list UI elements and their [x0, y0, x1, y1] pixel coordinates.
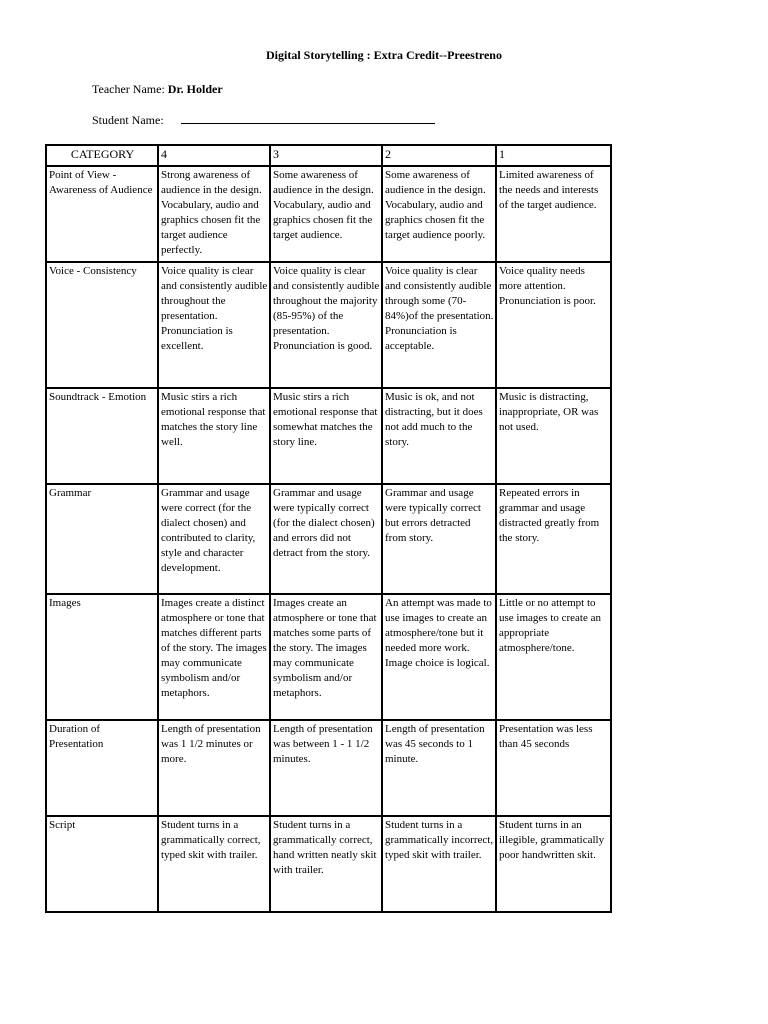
rubric-table — [45, 144, 612, 913]
teacher-name-row — [92, 82, 223, 97]
rubric-cell: Strong awareness of audience in the design. Vocabulary, audio and graphics chosen fit the target audience perfectly. — [158, 166, 270, 262]
rubric-cell: Some awareness of audience in the design. Vocabulary, audio and graphics chosen fit the target audience. — [270, 166, 382, 262]
student-name-row — [92, 112, 435, 128]
header-score-3: 3 — [270, 145, 382, 166]
rubric-cell: Music is distracting, inappropriate, OR was not used. — [496, 388, 611, 484]
rubric-cell: Images create a distinct atmosphere or tone that matches different parts of the story. The images may communicate symbolism and/or metaphors. — [158, 594, 270, 720]
header-score-2: 2 — [382, 145, 496, 166]
rubric-cell: Some awareness of audience in the design. Vocabulary, audio and graphics chosen fit the target audience poorly. — [382, 166, 496, 262]
rubric-cell: Length of presentation was 1 1/2 minutes or more. — [158, 720, 270, 816]
rubric-cell: Limited awareness of the needs and interests of the target audience. — [496, 166, 611, 262]
rubric-cell: Images create an atmosphere or tone that matches some parts of the story. The images may communicate symbolism and/or metaphors. — [270, 594, 382, 720]
table-row — [46, 484, 611, 594]
rubric-cell: Music is ok, and not distracting, but it does not add much to the story. — [382, 388, 496, 484]
rubric-cell: An attempt was made to use images to create an atmosphere/tone but it needed more work. Image choice is logical. — [382, 594, 496, 720]
table-row — [46, 720, 611, 816]
rubric-cell: Presentation was less than 45 seconds — [496, 720, 611, 816]
rubric-cell: Music stirs a rich emotional response that matches the story line well. — [158, 388, 270, 484]
teacher-name-value: Dr. Holder — [167, 82, 223, 96]
rubric-cell: Little or no attempt to use images to create an appropriate atmosphere/tone. — [496, 594, 611, 720]
table-row — [46, 262, 611, 388]
row-category: Point of View - Awareness of Audience — [46, 166, 158, 262]
rubric-cell: Grammar and usage were correct (for the dialect chosen) and contributed to clarity, style and character development. — [158, 484, 270, 594]
table-row — [46, 166, 611, 262]
rubric-cell: Music stirs a rich emotional response that somewhat matches the story line. — [270, 388, 382, 484]
row-category: Script — [46, 816, 158, 912]
page-title: Digital Storytelling : Extra Credit--Preestreno — [266, 48, 502, 62]
header-score-4: 4 — [158, 145, 270, 166]
rubric-cell: Repeated errors in grammar and usage distracted greatly from the story. — [496, 484, 611, 594]
rubric-cell: Student turns in a grammatically correct, hand written neatly skit with trailer. — [270, 816, 382, 912]
rubric-cell: Grammar and usage were typically correct but errors detracted from story. — [382, 484, 496, 594]
rubric-cell: Voice quality is clear and consistently audible through some (70-84%)of the presentation. Pronunciation is acceptable. — [382, 262, 496, 388]
rubric-cell: Grammar and usage were typically correct (for the dialect chosen) and errors did not detract from the story. — [270, 484, 382, 594]
row-category: Grammar — [46, 484, 158, 594]
rubric-cell: Voice quality needs more attention. Pronunciation is poor. — [496, 262, 611, 388]
row-category: Soundtrack - Emotion — [46, 388, 158, 484]
rubric-cell: Voice quality is clear and consistently audible throughout the majority (85-95%) of the presentation. Pronunciation is good. — [270, 262, 382, 388]
student-name-blank-line — [181, 112, 435, 124]
row-category: Voice - Consistency — [46, 262, 158, 388]
rubric-cell: Length of presentation was between 1 - 1 1/2 minutes. — [270, 720, 382, 816]
rubric-cell: Student turns in a grammatically correct, typed skit with trailer. — [158, 816, 270, 912]
header-category: CATEGORY — [46, 145, 158, 166]
teacher-name-label: Teacher Name: — [92, 82, 165, 96]
table-row — [46, 594, 611, 720]
row-category: Duration of Presentation — [46, 720, 158, 816]
rubric-cell: Length of presentation was 45 seconds to 1 minute. — [382, 720, 496, 816]
student-name-label: Student Name: — [92, 113, 164, 127]
rubric-cell: Student turns in an illegible, grammatically poor handwritten skit. — [496, 816, 611, 912]
rubric-cell: Student turns in a grammatically incorrect, typed skit with trailer. — [382, 816, 496, 912]
table-row — [46, 816, 611, 912]
header-score-1: 1 — [496, 145, 611, 166]
rubric-header-row — [46, 145, 611, 166]
rubric-cell: Voice quality is clear and consistently audible throughout the presentation. Pronunciation is excellent. — [158, 262, 270, 388]
row-category: Images — [46, 594, 158, 720]
table-row — [46, 388, 611, 484]
